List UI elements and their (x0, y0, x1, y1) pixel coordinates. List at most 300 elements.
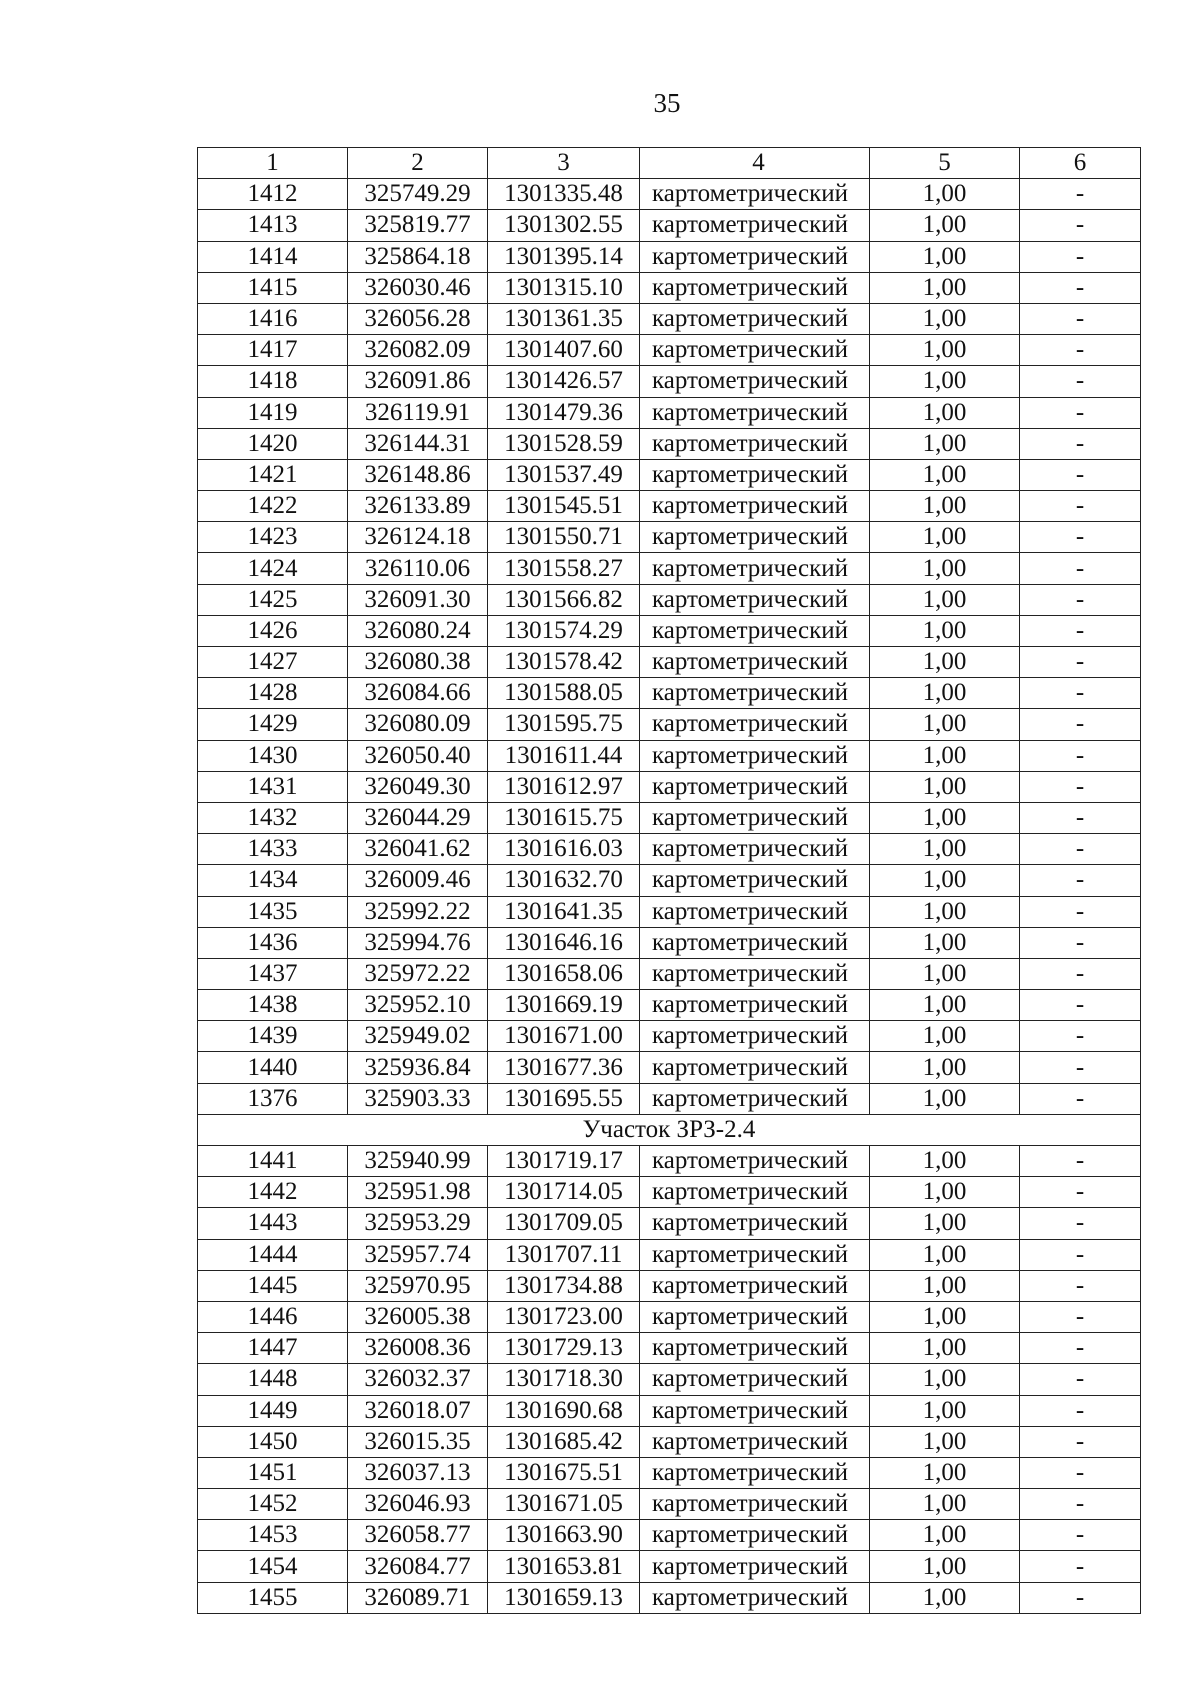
table-cell: картометрический (640, 802, 870, 833)
table-row (198, 553, 1141, 584)
table-cell: - (1020, 1146, 1141, 1177)
table-cell: картометрический (640, 522, 870, 553)
table-row (198, 1364, 1141, 1395)
table-cell: 1438 (198, 990, 348, 1021)
table-cell: 1301729.13 (488, 1333, 640, 1364)
table-cell: 326080.38 (348, 647, 488, 678)
table-cell: 1301719.17 (488, 1146, 640, 1177)
table-cell: 1453 (198, 1520, 348, 1551)
table-cell: - (1020, 428, 1141, 459)
table-cell: - (1020, 241, 1141, 272)
table-cell: 1,00 (870, 179, 1020, 210)
table-cell: - (1020, 1426, 1141, 1457)
table-cell: 1428 (198, 678, 348, 709)
table-cell: - (1020, 366, 1141, 397)
table-cell: 1,00 (870, 834, 1020, 865)
table-cell: 1301734.88 (488, 1270, 640, 1301)
table-cell: 1429 (198, 709, 348, 740)
table-cell: 1441 (198, 1146, 348, 1177)
table-row (198, 615, 1141, 646)
table-cell: картометрический (640, 1146, 870, 1177)
table-cell: - (1020, 1457, 1141, 1488)
table-cell: 1423 (198, 522, 348, 553)
table-cell: 1,00 (870, 771, 1020, 802)
table-cell: 1447 (198, 1333, 348, 1364)
table-cell: 1437 (198, 958, 348, 989)
table-cell: картометрический (640, 834, 870, 865)
table-cell: - (1020, 896, 1141, 927)
table-cell: 1,00 (870, 335, 1020, 366)
table-cell: 1,00 (870, 1177, 1020, 1208)
table-cell: 1301566.82 (488, 584, 640, 615)
table-cell: картометрический (640, 1301, 870, 1332)
table-cell: 1,00 (870, 709, 1020, 740)
table-cell: - (1020, 553, 1141, 584)
table-cell: 1,00 (870, 1146, 1020, 1177)
table-row (198, 397, 1141, 428)
table-cell: 326148.86 (348, 459, 488, 490)
table-cell: 1,00 (870, 1083, 1020, 1114)
table-cell: 326133.89 (348, 491, 488, 522)
table-cell: картометрический (640, 1551, 870, 1582)
table-cell: 325951.98 (348, 1177, 488, 1208)
table-cell: 1301550.71 (488, 522, 640, 553)
table-cell: 1301677.36 (488, 1052, 640, 1083)
table-cell: 1,00 (870, 1208, 1020, 1239)
table-cell: 1,00 (870, 647, 1020, 678)
table-cell: картометрический (640, 1333, 870, 1364)
table-row (198, 1489, 1141, 1520)
table-cell: - (1020, 834, 1141, 865)
table-row (198, 896, 1141, 927)
table-cell: 1301574.29 (488, 615, 640, 646)
table-cell: - (1020, 1208, 1141, 1239)
table-cell: 1301479.36 (488, 397, 640, 428)
table-cell: 1440 (198, 1052, 348, 1083)
table-cell: - (1020, 272, 1141, 303)
table-cell: - (1020, 1520, 1141, 1551)
table-cell: 1,00 (870, 272, 1020, 303)
table-row (198, 1052, 1141, 1083)
table-cell: картометрический (640, 678, 870, 709)
table-cell: - (1020, 740, 1141, 771)
table-row (198, 1582, 1141, 1613)
table-row (198, 1208, 1141, 1239)
table-cell: картометрический (640, 771, 870, 802)
table-cell: 1301669.19 (488, 990, 640, 1021)
section-title: Участок ЗРЗ-2.4 (198, 1114, 1141, 1145)
table-cell: - (1020, 1177, 1141, 1208)
table-cell: 326049.30 (348, 771, 488, 802)
table-row (198, 491, 1141, 522)
table-cell: 325952.10 (348, 990, 488, 1021)
table-cell: 1444 (198, 1239, 348, 1270)
table-cell: - (1020, 771, 1141, 802)
table-cell: - (1020, 1301, 1141, 1332)
table-cell: 325903.33 (348, 1083, 488, 1114)
table-cell: 325992.22 (348, 896, 488, 927)
table-cell: 1301395.14 (488, 241, 640, 272)
table-cell: 1301407.60 (488, 335, 640, 366)
table-cell: - (1020, 1395, 1141, 1426)
table-cell: 1424 (198, 553, 348, 584)
table-cell: 1301675.51 (488, 1457, 640, 1488)
table-cell: 326056.28 (348, 303, 488, 334)
table-cell: 1301545.51 (488, 491, 640, 522)
table-cell: 1,00 (870, 1052, 1020, 1083)
table-cell: 1301528.59 (488, 428, 640, 459)
table-cell: картометрический (640, 1021, 870, 1052)
table-row (198, 927, 1141, 958)
table-cell: 1,00 (870, 990, 1020, 1021)
table-cell: 1301578.42 (488, 647, 640, 678)
table-cell: 325940.99 (348, 1146, 488, 1177)
table-cell: 1420 (198, 428, 348, 459)
table-cell: 1443 (198, 1208, 348, 1239)
table-cell: - (1020, 397, 1141, 428)
table-cell: 1,00 (870, 896, 1020, 927)
table-cell: 1430 (198, 740, 348, 771)
table-cell: 1,00 (870, 428, 1020, 459)
table-cell: 1449 (198, 1395, 348, 1426)
table-cell: картометрический (640, 303, 870, 334)
table-cell: - (1020, 927, 1141, 958)
table-cell: 1301361.35 (488, 303, 640, 334)
table-cell: 1,00 (870, 1395, 1020, 1426)
table-cell: 1412 (198, 179, 348, 210)
table-cell: 1435 (198, 896, 348, 927)
table-cell: картометрический (640, 1239, 870, 1270)
table-cell: 326008.36 (348, 1333, 488, 1364)
table-cell: 1,00 (870, 1457, 1020, 1488)
table-cell: 1301685.42 (488, 1426, 640, 1457)
table-cell: 1301611.44 (488, 740, 640, 771)
table-cell: 325994.76 (348, 927, 488, 958)
table-row (198, 740, 1141, 771)
table-cell: 1,00 (870, 1582, 1020, 1613)
table-cell: 1301709.05 (488, 1208, 640, 1239)
table-cell: - (1020, 709, 1141, 740)
table-cell: 325953.29 (348, 1208, 488, 1239)
table-cell: 326015.35 (348, 1426, 488, 1457)
table-cell: 1417 (198, 335, 348, 366)
table-cell: - (1020, 179, 1141, 210)
table-cell: 1301658.06 (488, 958, 640, 989)
table-cell: 1301718.30 (488, 1364, 640, 1395)
table-cell: 1301659.13 (488, 1582, 640, 1613)
table-cell: - (1020, 647, 1141, 678)
table-cell: 1301671.05 (488, 1489, 640, 1520)
table-row (198, 834, 1141, 865)
table-cell: 6 (1020, 148, 1141, 179)
table-cell: 1434 (198, 865, 348, 896)
table-cell: 1301690.68 (488, 1395, 640, 1426)
table-cell: 1301426.57 (488, 366, 640, 397)
table-cell: 1,00 (870, 1239, 1020, 1270)
table-cell: 325936.84 (348, 1052, 488, 1083)
coordinates-table (197, 147, 1141, 1614)
table-cell: 326080.09 (348, 709, 488, 740)
table-row (198, 1551, 1141, 1582)
table-cell: - (1020, 584, 1141, 615)
table-row (198, 1239, 1141, 1270)
table-cell: 1301671.00 (488, 1021, 640, 1052)
table-cell: 1,00 (870, 865, 1020, 896)
table-cell: 326037.13 (348, 1457, 488, 1488)
table-cell: 1301663.90 (488, 1520, 640, 1551)
table-cell: картометрический (640, 1208, 870, 1239)
table-cell: 1,00 (870, 1333, 1020, 1364)
table-cell: 1301558.27 (488, 553, 640, 584)
table-cell: 1,00 (870, 958, 1020, 989)
table-cell: 1301707.11 (488, 1239, 640, 1270)
table-cell: 1427 (198, 647, 348, 678)
table-row (198, 865, 1141, 896)
table-cell: 1413 (198, 210, 348, 241)
table-cell: - (1020, 1551, 1141, 1582)
table-cell: - (1020, 1582, 1141, 1613)
table-cell: 325972.22 (348, 958, 488, 989)
table-cell: 326046.93 (348, 1489, 488, 1520)
table-cell: 1,00 (870, 303, 1020, 334)
table-cell: 325749.29 (348, 179, 488, 210)
table-cell: 326050.40 (348, 740, 488, 771)
table-cell: картометрический (640, 491, 870, 522)
table-cell: - (1020, 615, 1141, 646)
table-cell: 1448 (198, 1364, 348, 1395)
table-cell: 1,00 (870, 522, 1020, 553)
table-cell: 1422 (198, 491, 348, 522)
table-cell: 326018.07 (348, 1395, 488, 1426)
table-row (198, 647, 1141, 678)
table-row (198, 335, 1141, 366)
table-cell: картометрический (640, 459, 870, 490)
table-cell: 1,00 (870, 1520, 1020, 1551)
table-cell: 325957.74 (348, 1239, 488, 1270)
table-row (198, 1083, 1141, 1114)
table-cell: картометрический (640, 709, 870, 740)
table-cell: 326030.46 (348, 272, 488, 303)
table-row (198, 1520, 1141, 1551)
table-cell: 1,00 (870, 1426, 1020, 1457)
table-cell: 1,00 (870, 553, 1020, 584)
table-cell: 326110.06 (348, 553, 488, 584)
table-row (198, 1146, 1141, 1177)
table-cell: картометрический (640, 553, 870, 584)
section-row (198, 1114, 1141, 1145)
table-cell: 1,00 (870, 241, 1020, 272)
table-cell: - (1020, 802, 1141, 833)
table-cell: 1419 (198, 397, 348, 428)
table-cell: 1,00 (870, 1364, 1020, 1395)
table-cell: 1301588.05 (488, 678, 640, 709)
table-cell: 326009.46 (348, 865, 488, 896)
table-row (198, 1395, 1141, 1426)
table-cell: 1416 (198, 303, 348, 334)
table-cell: - (1020, 459, 1141, 490)
table-row (198, 1270, 1141, 1301)
table-row (198, 241, 1141, 272)
table-cell: 5 (870, 148, 1020, 179)
table-cell: 1415 (198, 272, 348, 303)
table-cell: 326080.24 (348, 615, 488, 646)
table-cell: картометрический (640, 865, 870, 896)
table-cell: - (1020, 865, 1141, 896)
table-cell: 1,00 (870, 802, 1020, 833)
table-row (198, 990, 1141, 1021)
table-cell: картометрический (640, 615, 870, 646)
table-cell: картометрический (640, 1426, 870, 1457)
table-cell: - (1020, 1021, 1141, 1052)
table-cell: 1301632.70 (488, 865, 640, 896)
table-cell: картометрический (640, 958, 870, 989)
table-cell: картометрический (640, 428, 870, 459)
table-row (198, 366, 1141, 397)
table-cell: 1301714.05 (488, 1177, 640, 1208)
table-cell: 1,00 (870, 1489, 1020, 1520)
table-cell: 1301302.55 (488, 210, 640, 241)
table-cell: 1432 (198, 802, 348, 833)
table-cell: 1301646.16 (488, 927, 640, 958)
table-cell: 326091.86 (348, 366, 488, 397)
table-cell: 1301315.10 (488, 272, 640, 303)
table-row (198, 1301, 1141, 1332)
table-cell: 1301695.55 (488, 1083, 640, 1114)
table-cell: 1301723.00 (488, 1301, 640, 1332)
table-cell: 1445 (198, 1270, 348, 1301)
table-cell: - (1020, 990, 1141, 1021)
table-cell: 1,00 (870, 678, 1020, 709)
table-cell: картометрический (640, 272, 870, 303)
table-cell: 1425 (198, 584, 348, 615)
table-cell: 1426 (198, 615, 348, 646)
table-cell: 1414 (198, 241, 348, 272)
table-cell: 1301616.03 (488, 834, 640, 865)
table-cell: картометрический (640, 584, 870, 615)
table-cell: картометрический (640, 366, 870, 397)
table-row (198, 1426, 1141, 1457)
table-cell: 326091.30 (348, 584, 488, 615)
table-cell: 1436 (198, 927, 348, 958)
header-row (198, 148, 1141, 179)
table-cell: картометрический (640, 1364, 870, 1395)
table-cell: картометрический (640, 179, 870, 210)
table-cell: 326084.77 (348, 1551, 488, 1582)
table-cell: картометрический (640, 1457, 870, 1488)
table-row (198, 522, 1141, 553)
table-cell: 1,00 (870, 491, 1020, 522)
table-cell: 1301653.81 (488, 1551, 640, 1582)
table-cell: 326032.37 (348, 1364, 488, 1395)
table-row (198, 179, 1141, 210)
table-cell: 1,00 (870, 584, 1020, 615)
table-cell: - (1020, 1333, 1141, 1364)
table-cell: 1451 (198, 1457, 348, 1488)
table-cell: 3 (488, 148, 640, 179)
table-cell: 1439 (198, 1021, 348, 1052)
table-cell: - (1020, 335, 1141, 366)
table-cell: картометрический (640, 1083, 870, 1114)
table-row (198, 678, 1141, 709)
table-cell: картометрический (640, 740, 870, 771)
table-cell: 1301641.35 (488, 896, 640, 927)
table-cell: 1 (198, 148, 348, 179)
table-cell: - (1020, 958, 1141, 989)
table-cell: 4 (640, 148, 870, 179)
table-cell: - (1020, 1052, 1141, 1083)
table-cell: 1,00 (870, 1301, 1020, 1332)
table-cell: 325864.18 (348, 241, 488, 272)
table-cell: картометрический (640, 241, 870, 272)
table-cell: - (1020, 1364, 1141, 1395)
table-cell: - (1020, 1083, 1141, 1114)
table-cell: картометрический (640, 397, 870, 428)
table-cell: 326041.62 (348, 834, 488, 865)
table-cell: 1418 (198, 366, 348, 397)
table-row (198, 428, 1141, 459)
table-cell: - (1020, 303, 1141, 334)
table-cell: 326144.31 (348, 428, 488, 459)
table-cell: 326058.77 (348, 1520, 488, 1551)
table-cell: 1301595.75 (488, 709, 640, 740)
table-row (198, 272, 1141, 303)
table-cell: 1442 (198, 1177, 348, 1208)
table-cell: 325819.77 (348, 210, 488, 241)
table-row (198, 771, 1141, 802)
table-cell: 326119.91 (348, 397, 488, 428)
table-cell: 1376 (198, 1083, 348, 1114)
table-row (198, 584, 1141, 615)
table-cell: картометрический (640, 1177, 870, 1208)
table-cell: 1,00 (870, 1021, 1020, 1052)
table-cell: картометрический (640, 1395, 870, 1426)
table-cell: картометрический (640, 1520, 870, 1551)
table-row (198, 1457, 1141, 1488)
table-row (198, 1333, 1141, 1364)
table-cell: 1301615.75 (488, 802, 640, 833)
table-cell: картометрический (640, 927, 870, 958)
table-cell: 326082.09 (348, 335, 488, 366)
table-cell: - (1020, 1489, 1141, 1520)
table-cell: 1,00 (870, 1551, 1020, 1582)
page-number: 35 (653, 88, 681, 118)
table-cell: 1,00 (870, 927, 1020, 958)
table-cell: 1,00 (870, 210, 1020, 241)
table-cell: 326005.38 (348, 1301, 488, 1332)
table-cell: - (1020, 522, 1141, 553)
table-cell: 1433 (198, 834, 348, 865)
table-cell: 2 (348, 148, 488, 179)
table-cell: картометрический (640, 1582, 870, 1613)
table-cell: - (1020, 678, 1141, 709)
table-cell: 326089.71 (348, 1582, 488, 1613)
table-row (198, 802, 1141, 833)
table-cell: 326044.29 (348, 802, 488, 833)
table-row (198, 958, 1141, 989)
table-cell: 1301537.49 (488, 459, 640, 490)
table-cell: 1454 (198, 1551, 348, 1582)
table-cell: картометрический (640, 1489, 870, 1520)
table-cell: 1421 (198, 459, 348, 490)
table-row (198, 1021, 1141, 1052)
table-cell: 1455 (198, 1582, 348, 1613)
table-cell: - (1020, 1239, 1141, 1270)
table-cell: 1450 (198, 1426, 348, 1457)
table-cell: 1,00 (870, 397, 1020, 428)
table-cell: 1,00 (870, 740, 1020, 771)
table-row (198, 1177, 1141, 1208)
table-cell: 1,00 (870, 366, 1020, 397)
